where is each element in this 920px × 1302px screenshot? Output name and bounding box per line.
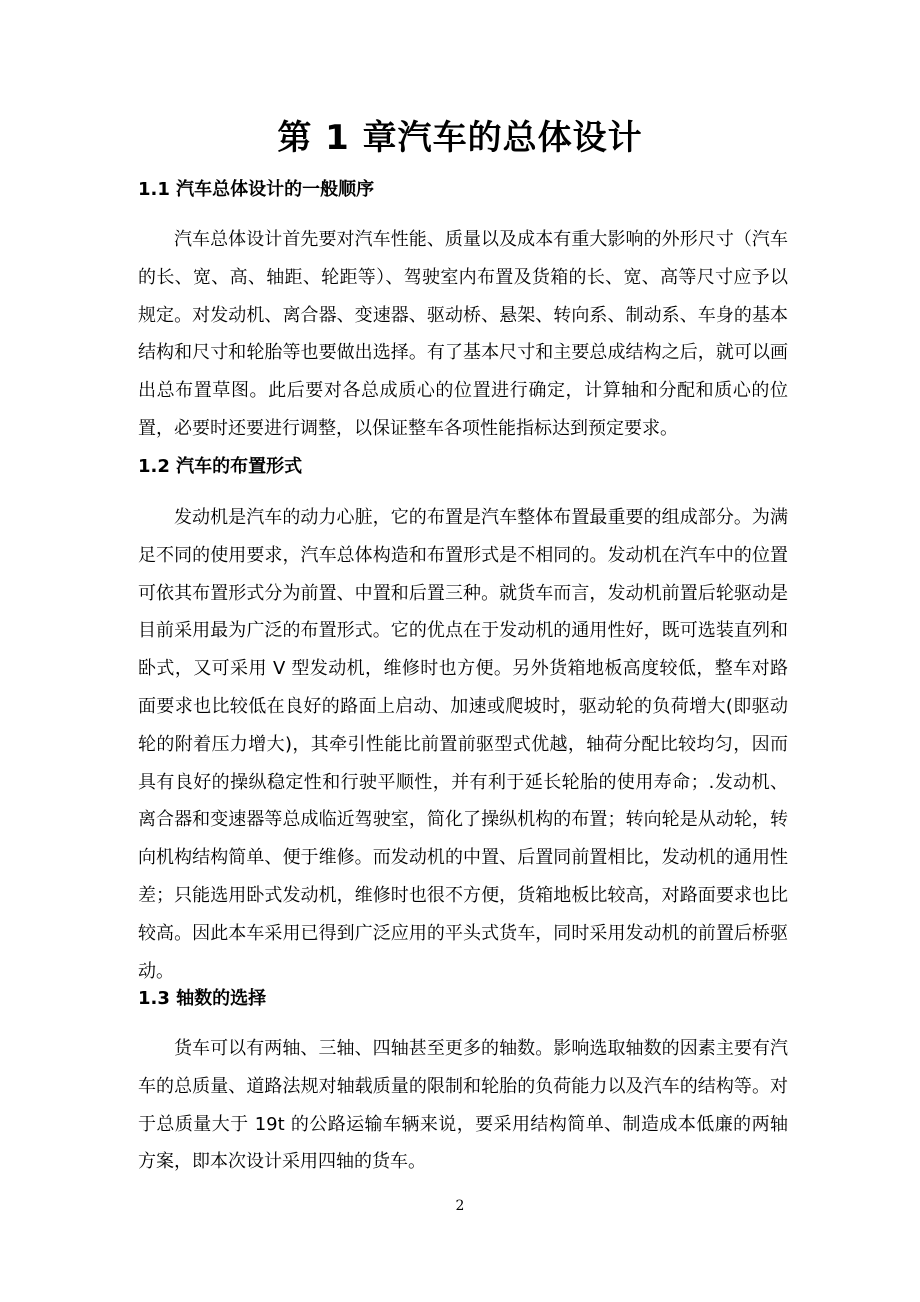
section-1-2 <box>138 450 788 990</box>
page-number: 2 <box>455 1198 465 1214</box>
chapter-title: 第 1 章汽车的总体设计 <box>277 118 643 158</box>
section-paragraph: 汽车总体设计首先要对汽车性能、质量以及成本有重大影响的外形尺寸（汽车的长、宽、高、轴距、轮距等）、驾驶室内布置及货箱的长、宽、高等尺寸应予以规定。对发动机、离合器、变速器、驱动桥、悬架、转向系、制动系、车身的基本结构和尺寸和轮胎等也要做出选择。有了基本尺寸和主要总成结构之后，就可以画出总布置草图。此后要对各总成质心的位置进行确定，计算轴和分配和质心的位置，必要时还要进行调整，以保证整车各项性能指标达到预定要求。 <box>138 229 788 439</box>
section-heading: 1.3 轴数的选择 <box>138 988 267 1009</box>
section-1-1 <box>138 173 788 448</box>
section-paragraph: 货车可以有两轴、三轴、四轴甚至更多的轴数。影响选取轴数的因素主要有汽车的总质量、道路法规对轴载质量的限制和轮胎的负荷能力以及汽车的结构等。对于总质量大于 19t 的公路运输车辆来说，要采用结构简单、制造成本低廉的两轴方案，即本次设计采用四轴的货车。 <box>138 1038 788 1173</box>
section-paragraph: 发动机是汽车的动力心脏，它的布置是汽车整体布置最重要的组成部分。为满足不同的使用要求，汽车总体构造和布置形式是不相同的。发动机在汽车中的位置可依其布置形式分为前置、中置和后置三种。就货车而言，发动机前置后轮驱动是目前采用最为广泛的布置形式。它的优点在于发动机的通用性好，既可选装直列和卧式，又可采用 V 型发动机，维修时也方便。另外货箱地板高度较低，整车对路面要求也比较低在良好的路面上启动、加速或爬坡时，驱动轮的负荷增大(即驱动轮的附着压力增大)，其牵引性能比前置前驱型式优越，轴荷分配比较均匀，因而具有良好的操纵稳定性和行驶平顺性，并有利于延长轮胎的使用寿命；.发动机、离合器和变速器等总成临近驾驶室，简化了操纵机构的布置；转向轮是从动轮，转向机构结构简单、便于维修。而发动机的中置、后置同前置相比，发动机的通用性差；只能选用卧式发动机，维修时也很不方便，货箱地板比较高，对路面要求也比较高。因此本车采用已得到广泛应用的平头式货车，同时采用发动机的前置后桥驱动。 <box>138 507 788 982</box>
section-heading: 1.1 汽车总体设计的一般顺序 <box>138 179 375 200</box>
section-1-3 <box>138 982 788 1181</box>
section-heading: 1.2 汽车的布置形式 <box>138 456 303 477</box>
